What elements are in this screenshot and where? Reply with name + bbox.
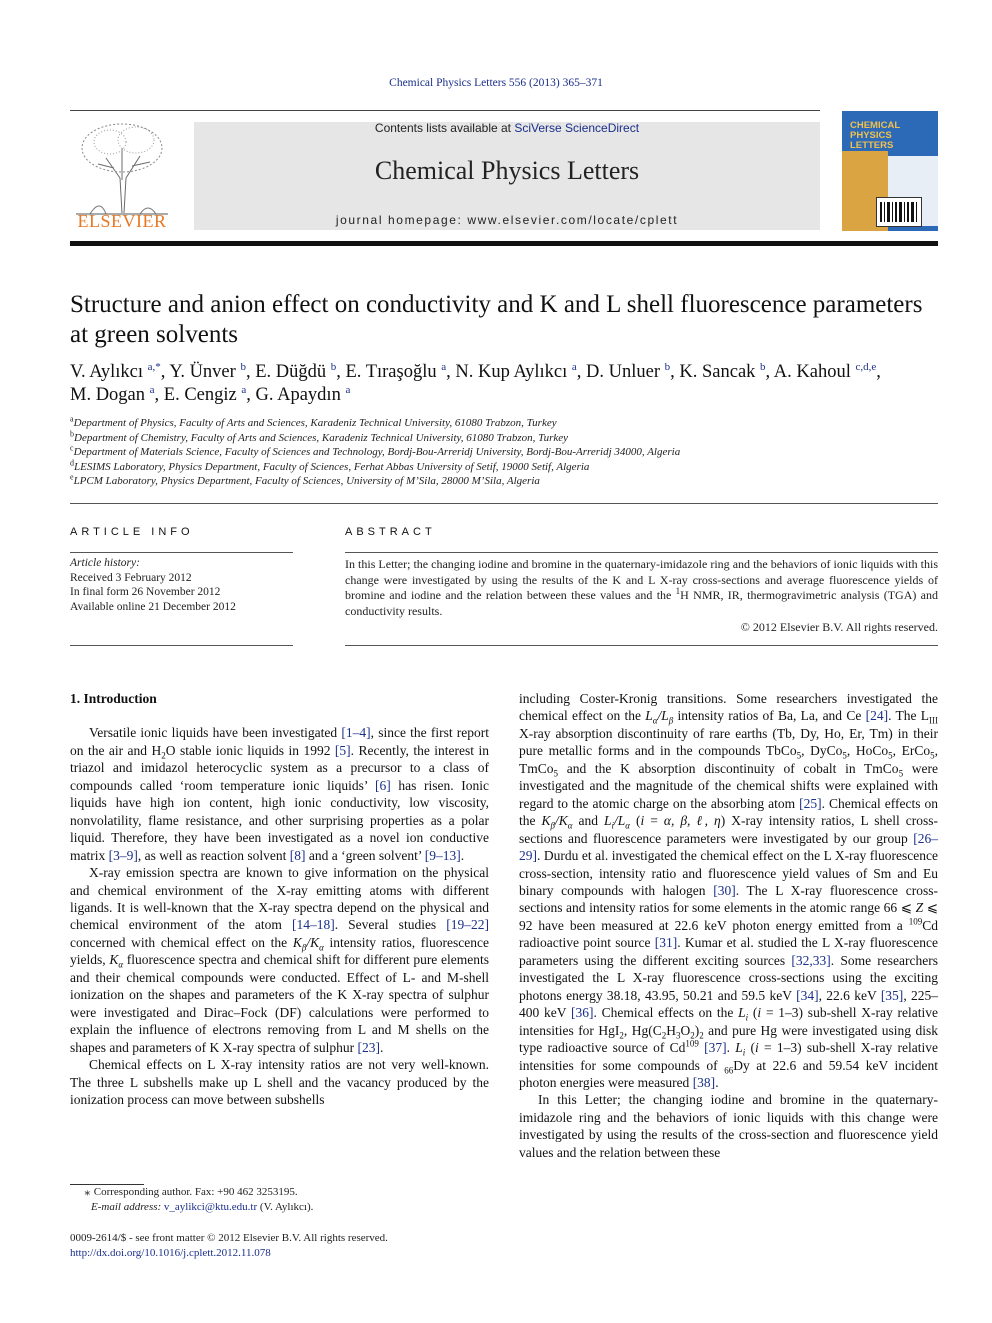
article-info-heading: ARTICLE INFO	[70, 526, 194, 538]
journal-cover	[842, 111, 938, 231]
author-email-link[interactable]: v_aylikci@ktu.edu.tr	[163, 1201, 258, 1213]
affiliation-item: $^d$LESIMS Laboratory, Physics Department, Faculty of Sciences, Ferhat Abbas University of Setif, 19000 Setif, Algeria	[70, 457, 590, 473]
paragraph: including Coster-Kronig transitions. Some researchers investigated the chemical effect on the $L_\alpha/L_\beta$ intensity ratios of Ba, La, and Ce [24]. The $L_{III}$ X-ray absorption discontinuity of rare earths (Tb, Dy, Ho, Er, Tm) in their pure metallic forms and in the compounds TbCo$_5$, DyCo$_5$, HoCo$_5$, ErCo$_5$, TmCo$_5$ and the K absorption discontinuity of cobalt in TmCo$_5$ were investigated and the magnitude of the chemical shifts were explained with regard to the atomic charge on the absorbing atom [25]. Chemical effects on the $K_\beta/K_\alpha$ and $L_i/L_\alpha$ (i = α, β, ℓ, η) X-ray intensity ratios, L shell cross-sections and fluorescence parameters were investigated by our group [26–29]. Durdu et al. investigated the chemical effect on the L X-ray fluorescence cross-section, intensity ratio and fluorescence yield values of Sm and Eu binary compounds with halogen [30]. The L X-ray fluorescence cross-sections and intensity ratios for some elements in the atomic range 66 ⩽ Z ⩽ 92 have been measured at 22.6 keV photon energy emitted from a $^{109}$Cd radioactive point source [31]. Kumar et al. studied the L X-ray fluorescence parameters using the different exciting sources [32,33]. Some researchers investigated the L X-ray fluorescence cross-sections using the exciting photons energy 38.18, 43.95, 50.21 and 59.5 keV [34], 22.6 keV [35], 225–400 keV [36]. Chemical effects on the $L_i$ (i = 1–3) sub-shell X-ray relative intensities for HgI$_2$, $Hg(C_2H_3O_2)_2$ and pure Hg were investigated using disk type radioactive source of Cd$^{109}$ [37]. $L_i$ (i = 1–3) sub-shell X-ray relative intensities for some compounds of $_{66}$Dy at 22.6 and 59.54 keV incident photon energies were measured [38].	[519, 691, 939, 1090]
abstract-heading: ABSTRACT	[345, 526, 436, 538]
author: E. Cengiz $^a$,	[163, 383, 256, 405]
abstract-text: In this Letter; the changing iodine and bromine in the quaternary-imidazole ring and the behaviors of ionic liquids with this change were investigated by using the results of the K and L X-ray cross-sections and average fluorescence yields of bromine and iodine and the relation between these values and the $^1$H NMR, IR, thermogravimetric analysis (TGA) and conductivity results. © 2012 Elsevier B.V. All rights reserved.	[345, 557, 938, 634]
author: N. Kup Aylıkcı $^a$,	[455, 360, 587, 382]
abstract-rule	[345, 645, 938, 646]
citation-link[interactable]: [6]	[374, 777, 391, 793]
body-right-column	[519, 690, 938, 1161]
paragraph: In this Letter; the changing iodine and bromine in the quaternary-imidazole ring and the behaviors of ionic liquids with this change were investigated by using the results of the cross-section and fluorescence yield values and the relation between these	[519, 1092, 938, 1160]
affiliation-item: $^a$Department of Physics, Faculty of Arts and Sciences, Karadeniz Technical University, 61080 Trabzon, Turkey	[70, 414, 557, 429]
citation-link[interactable]: [1–4]	[341, 725, 371, 741]
elsevier-logo	[70, 118, 174, 236]
citation-link[interactable]: [38]	[692, 1074, 716, 1090]
citation-link[interactable]: [24]	[865, 708, 889, 724]
history-final-form: In final form 26 November 2012	[70, 586, 221, 598]
author-affiliation-link[interactable]: a	[149, 383, 155, 396]
issn-block	[70, 1231, 388, 1260]
footnote-star: ⁎	[84, 1186, 90, 1198]
journal-name: Chemical Physics Letters	[374, 156, 640, 185]
article-history	[70, 556, 293, 614]
contents-line	[194, 121, 820, 135]
paragraph: X-ray emission spectra are known to give information on the physical and chemical environment of the X-ray emitting atoms with different ligands. It is well-known that the X-ray spectra depend on the physical and chemical environment of the atom [14–18]. Several studies [19–22] concerned with chemical effect on the $K_\beta/K_\alpha$ intensity ratios, fluorescence yields, $K_\alpha$ fluorescence spectra and chemical shift for different pure elements and their chemical compounds were conducted. Effect of L- and M-shell ionization on the shapes and parameters of the K X-ray spectra of sulphur were investigated and Dirac–Fock (DF) calculations were performed to explain the influence of electrons removing from L and M shells on the shapes and parameters of K X-ray spectra of sulphur [23].	[70, 865, 489, 1055]
citation-link[interactable]: [19–22]	[446, 917, 489, 933]
journal-reference[interactable]: Chemical Physics Letters 556 (2013) 365–371	[389, 77, 603, 89]
affiliation-item: $^c$Department of Materials Science, Faculty of Sciences and Technology, Bordj-Bou-Arreridj University, Bordj-Bou-Arreridj 34000, Algeria	[70, 443, 681, 458]
article-info-rule	[70, 645, 293, 646]
author-affiliation-link[interactable]: a	[571, 360, 577, 373]
paper-title: Structure and anion effect on conductivity and K and L shell fluorescence parameters at green solvents	[70, 291, 923, 348]
elsevier-tree-icon	[70, 118, 174, 216]
citation-link[interactable]: [32,33]	[791, 952, 831, 968]
author-affiliation-link[interactable]: a,*	[147, 360, 161, 373]
issn-line: 0009-2614/$ - see front matter © 2012 Elsevier B.V. All rights reserved.	[70, 1232, 388, 1244]
history-online: Available online 21 December 2012	[70, 600, 236, 613]
history-label: Article history:	[70, 557, 140, 569]
citation-link[interactable]: [37]	[704, 1040, 727, 1056]
top-rule	[70, 110, 820, 111]
author-affiliation-link[interactable]: b	[330, 360, 337, 373]
author: E. Düğdü $^b$,	[255, 360, 346, 382]
elsevier-wordmark: ELSEVIER	[77, 211, 167, 231]
paragraph: Versatile ionic liquids have been investigated [1–4], since the first report on the air and $H_2O$ stable ionic liquids in 1992 [5]. Recently, the interest in triazol and imidazol heterocyclic system as a precursor to a class of compounds called ‘room temperature ionic liquids’ [6] has risen. Ionic liquids have high ion content, high ionic conductivity, low viscosity, nonvolatility, flame resistance, and other surprising properties as a polar liquid. Therefore, they have been investigated as a novel ion conductive matrix [3–9], as well as reaction solvent [8] and a ‘green solvent’ [9–13].	[70, 725, 489, 863]
journal-homepage[interactable]: journal homepage: www.elsevier.com/locate/cplett	[335, 213, 679, 227]
header-thick-rule	[70, 241, 938, 246]
author: D. Unluer $^b$,	[586, 360, 680, 382]
author: M. Dogan $^a$,	[70, 383, 164, 405]
author: E. Tıraşoğlu $^a$,	[345, 360, 456, 382]
article-info-rule	[70, 552, 293, 553]
sciencedirect-link[interactable]: SciVerse ScienceDirect	[514, 121, 640, 135]
author-affiliation-link[interactable]: a	[345, 383, 351, 396]
copyright-notice: © 2012 Elsevier B.V. All rights reserved.	[740, 619, 938, 634]
author: V. Aylıkcı $^{a,*}$,	[70, 360, 170, 382]
citation-link[interactable]: [23]	[357, 1039, 381, 1055]
citation-link[interactable]: [30]	[713, 882, 736, 898]
history-received: Received 3 February 2012	[70, 571, 192, 584]
citation-link[interactable]: [8]	[289, 847, 306, 863]
author: Y. Ünver $^b$,	[169, 360, 256, 382]
author-affiliation-link[interactable]: b	[760, 360, 766, 373]
section-rule	[70, 503, 938, 504]
affiliation-list	[70, 416, 938, 489]
citation-link[interactable]: [26–29]	[519, 830, 938, 864]
author-affiliation-link[interactable]: b	[240, 360, 246, 373]
cover-title: CHEMICAL PHYSICS LETTERS	[850, 120, 901, 151]
citation-link[interactable]: [3–9]	[108, 847, 138, 863]
citation-link[interactable]: [5]	[334, 742, 351, 758]
abstract-rule	[345, 552, 938, 553]
author-list	[70, 361, 938, 407]
author: G. Apaydın $^a$	[255, 383, 351, 405]
author-affiliation-link[interactable]: b	[664, 360, 671, 373]
citation-link[interactable]: [25]	[799, 795, 822, 811]
affiliation-item: $^b$Department of Chemistry, Faculty of Arts and Sciences, Karadeniz Technical University, 61080 Trabzon, Turkey	[70, 428, 569, 444]
citation-link[interactable]: [35]	[880, 987, 904, 1003]
author: A. Kahoul $^{c,d,e}$,	[773, 360, 881, 382]
citation-link[interactable]: [31]	[654, 935, 678, 951]
affiliation-item: $^e$LPCM Laboratory, Physics Department, Faculty of Sciences, University of M’Sila, 28000 M’Sila, Algeria	[70, 472, 540, 487]
doi-link[interactable]: http://dx.doi.org/10.1016/j.cplett.2012.11.078	[70, 1246, 271, 1259]
author-affiliation-link[interactable]: c,d,e	[855, 360, 877, 373]
citation-link[interactable]: [9–13]	[424, 847, 461, 863]
author-affiliation-link[interactable]: a	[441, 360, 447, 373]
corresponding-author-footnote: ⁎ Corresponding author. Fax: +90 462 3253195. E-mail address: v_aylikci@ktu.edu.tr (V. Aylıkcı).	[70, 1185, 489, 1215]
citation-link[interactable]: [36]	[571, 1005, 594, 1021]
body-left-column	[70, 690, 489, 1108]
paragraph: Chemical effects on L X-ray intensity ratios are not very well-known. The three L subshells make up L shell and the vacancy produced by the ionization process can move between subshells	[70, 1057, 489, 1107]
cover-barcode-icon	[876, 197, 922, 227]
author: K. Sancak $^b$,	[679, 360, 774, 382]
author-affiliation-link[interactable]: a	[241, 383, 247, 396]
section-heading-introduction: 1. Introduction	[70, 691, 157, 706]
citation-link[interactable]: [14–18]	[291, 917, 335, 933]
contents-prefix: Contents lists available at	[374, 121, 511, 135]
citation-link[interactable]: [34]	[796, 987, 819, 1003]
